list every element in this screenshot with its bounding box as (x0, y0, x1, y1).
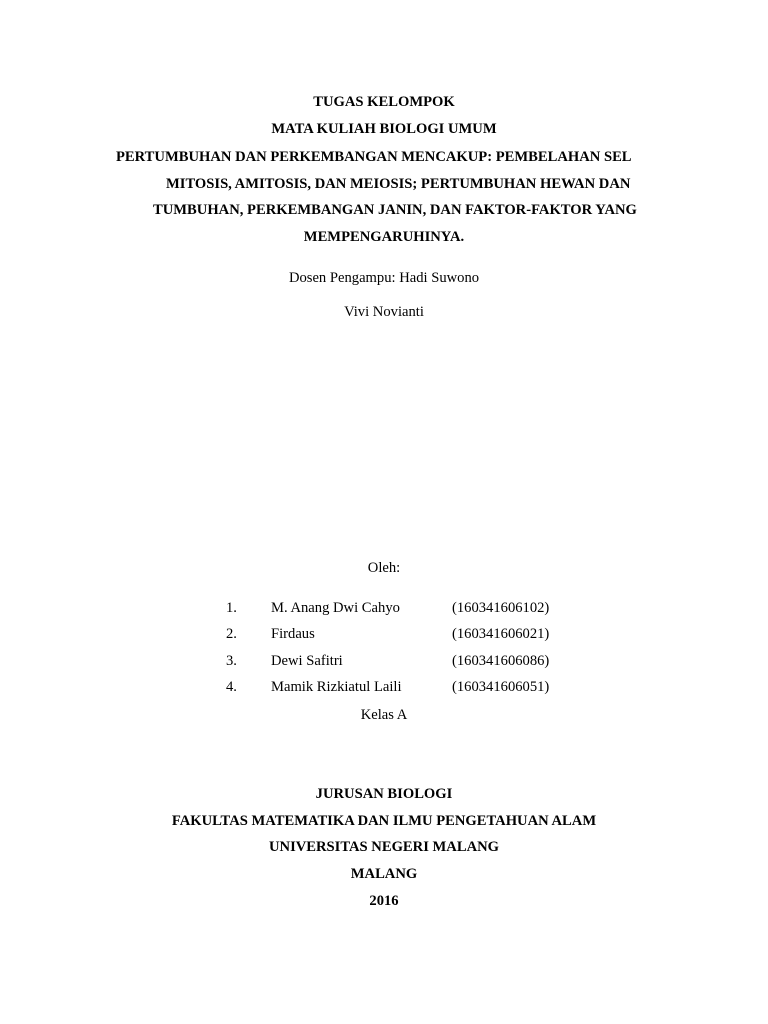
member-name: Mamik Rizkiatul Laili (271, 679, 402, 695)
member-number: 4. (226, 679, 237, 695)
member-nim: (160341606021) (452, 626, 550, 642)
city: MALANG (350, 866, 418, 882)
topic-line-4: MEMPENGARUHINYA. (303, 229, 465, 245)
assignment-title: TUGAS KELOMPOK (313, 94, 455, 110)
year: 2016 (369, 893, 399, 909)
class-label: Kelas A (360, 707, 408, 723)
university: UNIVERSITAS NEGERI MALANG (268, 839, 500, 855)
member-nim: (160341606086) (452, 653, 550, 669)
member-number: 2. (226, 626, 237, 642)
member-nim: (160341606102) (452, 600, 550, 616)
course-title: MATA KULIAH BIOLOGI UMUM (271, 121, 497, 137)
member-name: Firdaus (271, 626, 315, 642)
authors-label: Oleh: (367, 560, 401, 576)
member-number: 1. (226, 600, 237, 616)
member-name: Dewi Safitri (271, 653, 343, 669)
topic-line-3: TUMBUHAN, PERKEMBANGAN JANIN, DAN FAKTOR-FAKTOR YANG (153, 202, 637, 218)
member-nim: (160341606051) (452, 679, 550, 695)
lecturer-line-1: Dosen Pengampu: Hadi Suwono (288, 270, 480, 286)
department: JURUSAN BIOLOGI (315, 786, 453, 802)
faculty: FAKULTAS MATEMATIKA DAN ILMU PENGETAHUAN ALAM (171, 813, 597, 829)
topic-line-2: MITOSIS, AMITOSIS, DAN MEIOSIS; PERTUMBUHAN HEWAN DAN (166, 176, 631, 192)
member-number: 3. (226, 653, 237, 669)
lecturer-line-2: Vivi Novianti (344, 304, 424, 320)
member-name: M. Anang Dwi Cahyo (271, 600, 400, 616)
topic-line-1: PERTUMBUHAN DAN PERKEMBANGAN MENCAKUP: PEMBELAHAN SEL (116, 149, 632, 165)
